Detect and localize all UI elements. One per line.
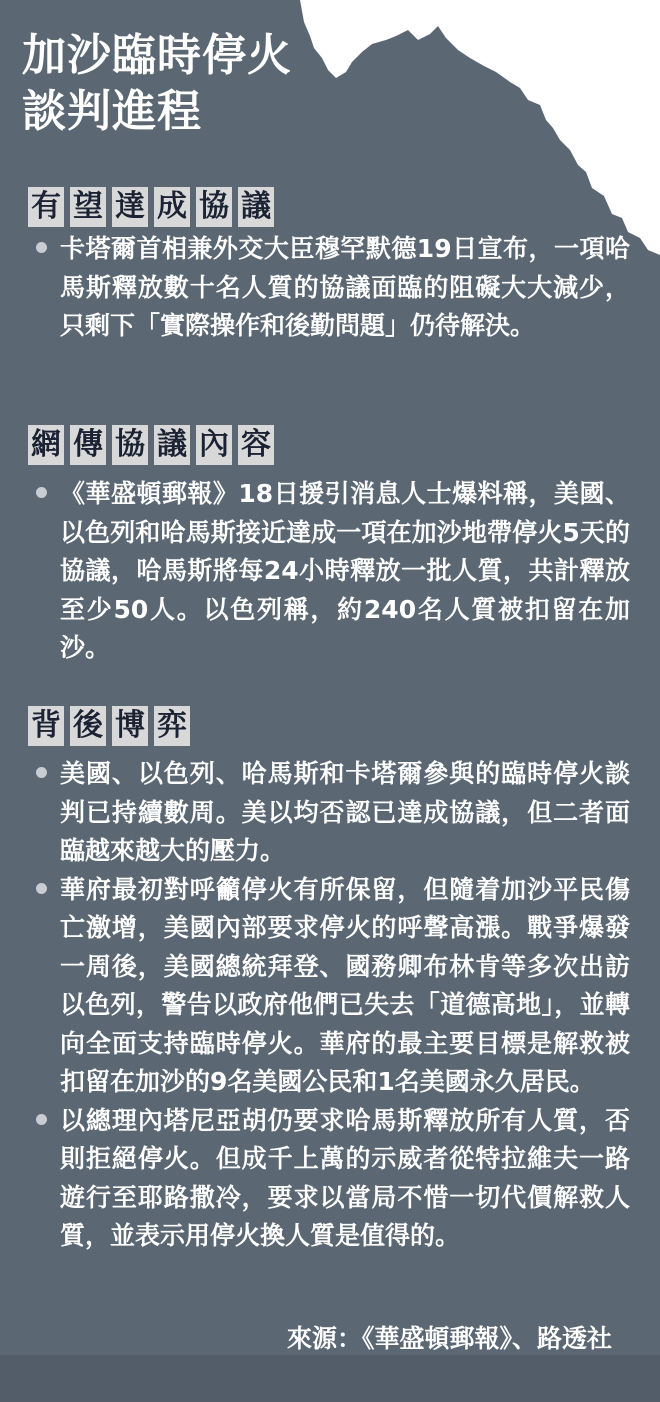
heading-char: 背	[28, 706, 64, 746]
title-line-2: 談判進程	[22, 86, 202, 137]
source-credit: 來源：《華盛頓郵報》、路透社	[286, 1324, 612, 1353]
heading-char: 協	[196, 187, 232, 227]
list-item	[30, 755, 630, 871]
heading-char: 內	[196, 425, 232, 465]
heading-char: 傳	[70, 425, 106, 465]
item-text: 卡塔爾首相兼外交大臣穆罕默德19日宣布，一項哈馬斯釋放數十名人質的協議面臨的阻礙大大減少，只剩下「實際操作和後勤問題」仍待解決。	[60, 234, 630, 340]
heading-char: 後	[70, 706, 106, 746]
bullet-icon	[36, 883, 47, 894]
heading-char: 有	[28, 187, 64, 227]
bullet-icon	[36, 487, 47, 498]
item-text: 以總理內塔尼亞胡仍要求哈馬斯釋放所有人質，否則拒絕停火。但成千上萬的示威者從特拉維夫一路遊行至耶路撒冷，要求以當局不惜一切代價解救人質，並表示用停火換人質是值得的。	[60, 1105, 630, 1250]
heading-char: 成	[154, 187, 190, 227]
heading-char: 博	[112, 706, 148, 746]
title-line-1: 加沙臨時停火	[22, 30, 292, 81]
heading-char: 達	[112, 187, 148, 227]
section-heading-behind-scenes	[28, 706, 196, 748]
list-item	[30, 871, 630, 1102]
heading-char: 容	[238, 425, 274, 465]
section-heading-reported-terms	[28, 425, 280, 467]
section-list-reported-terms	[30, 475, 630, 668]
heading-char: 弈	[154, 706, 190, 746]
bullet-icon	[36, 1114, 47, 1125]
section-list-behind-scenes	[30, 755, 630, 1256]
list-item	[30, 230, 630, 346]
heading-char: 望	[70, 187, 106, 227]
item-text: 《華盛頓郵報》18日援引消息人士爆料稱，美國、以色列和哈馬斯接近達成一項在加沙地帶停火5天的協議，哈馬斯將每24小時釋放一批人質，共計釋放至少50人。以色列稱，約240名人質被扣留在加沙。	[60, 479, 630, 662]
item-text: 華府最初對呼籲停火有所保留，但隨着加沙平民傷亡激增，美國內部要求停火的呼聲高漲。戰爭爆發一周後，美國總統拜登、國務卿布林肯等多次出訪以色列，警告以政府他們已失去「道德高地」，並轉向全面支持臨時停火。華府的最主要目標是解救被扣留在加沙的9名美國公民和1名美國永久居民。	[60, 874, 630, 1096]
section-list-agreement-near	[30, 230, 630, 346]
heading-char: 議	[154, 425, 190, 465]
heading-char: 議	[238, 187, 274, 227]
heading-char: 協	[112, 425, 148, 465]
item-text: 美國、以色列、哈馬斯和卡塔爾參與的臨時停火談判已持續數周。美以均否認已達成協議，但二者面臨越來越大的壓力。	[60, 759, 630, 865]
bullet-icon	[36, 767, 47, 778]
list-item	[30, 475, 630, 668]
heading-char: 網	[28, 425, 64, 465]
list-item	[30, 1102, 630, 1256]
page-title	[22, 28, 292, 140]
section-heading-agreement-near	[28, 187, 280, 229]
bullet-icon	[36, 242, 47, 253]
